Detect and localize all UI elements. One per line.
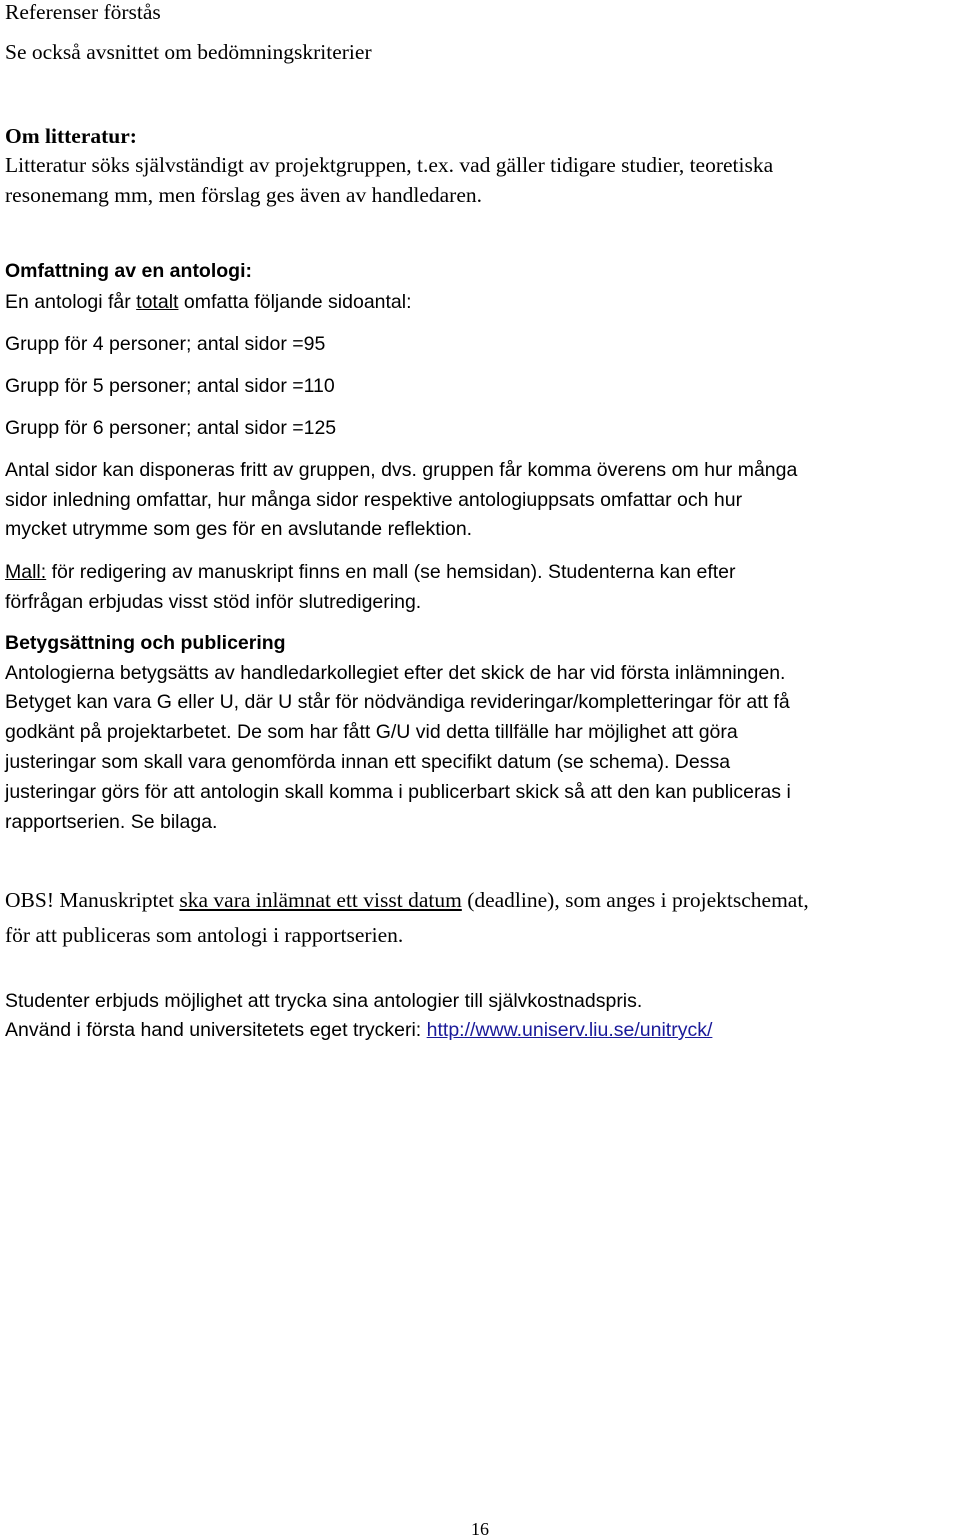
template-line: förfrågan erbjudas visst stöd inför slutredigering. [5, 591, 422, 613]
grading-text-line: Betyget kan vara G eller U, där U står för nödvändiga revideringar/kompletteringar för att få [5, 691, 790, 713]
obs-text: (deadline), som anges i projektschemat, [461, 888, 809, 912]
references-line: Referenser förstås [5, 0, 161, 24]
template-line [5, 561, 736, 584]
obs-line: för att publiceras som antologi i rapportserien. [5, 923, 404, 947]
printing-line [5, 1019, 712, 1042]
scope-intro-text: En antologi får [5, 291, 137, 313]
template-label: Mall: [5, 561, 47, 583]
group-size-6: Grupp för 6 personer; antal sidor =125 [5, 417, 337, 439]
grading-heading: Betygsättning och publicering [5, 632, 286, 654]
references-see-also: Se också avsnittet om bedömningskriterier [5, 40, 372, 64]
literature-text-line: Litteratur söks självständigt av projektgruppen, t.ex. vad gäller tidigare studier, teoretiska [5, 153, 774, 177]
obs-line [5, 888, 809, 913]
unitryck-link[interactable]: http://www.uniserv.liu.se/unitryck/ [426, 1019, 713, 1041]
group-size-4: Grupp för 4 personer; antal sidor =95 [5, 333, 326, 355]
group-size-5: Grupp för 5 personer; antal sidor =110 [5, 375, 335, 397]
template-text: för redigering av manuskript finns en mall (se hemsidan). Studenterna kan efter [46, 561, 736, 583]
grading-text-line: justeringar som skall vara genomförda innan ett specifikt datum (se schema). Dessa [5, 751, 731, 773]
scope-free-text: sidor inledning omfattar, hur många sidor respektive antologiuppsats omfattar och hur [5, 489, 743, 511]
printing-text: Använd i första hand universitetets eget tryckeri: [5, 1019, 427, 1041]
scope-intro-emphasis: totalt [136, 291, 179, 313]
grading-text-line: godkänt på projektarbetet. De som har fått G/U vid detta tillfälle har möjlighet att göra [5, 721, 738, 743]
scope-heading: Omfattning av en antologi: [5, 260, 252, 282]
grading-text-line: Antologierna betygsätts av handledarkollegiet efter det skick de har vid första inlämningen. [5, 662, 786, 684]
obs-deadline-emphasis: ska vara inlämnat ett visst datum [179, 888, 462, 912]
printing-line: Studenter erbjuds möjlighet att trycka sina antologier till självkostnadspris. [5, 990, 643, 1012]
scope-intro [5, 291, 412, 314]
scope-intro-text: omfatta följande sidoantal: [178, 291, 412, 313]
grading-text-line: rapportserien. Se bilaga. [5, 811, 218, 833]
obs-text: OBS! Manuskriptet [5, 888, 180, 912]
literature-heading: Om litteratur: [5, 124, 137, 148]
scope-free-text: mycket utrymme som ges för en avslutande reflektion. [5, 518, 473, 540]
page-number: 16 [471, 1519, 489, 1539]
grading-text-line: justeringar görs för att antologin skall komma i publicerbart skick så att den kan publiceras i [5, 781, 791, 803]
scope-free-text: Antal sidor kan disponeras fritt av gruppen, dvs. gruppen får komma överens om hur många [5, 459, 798, 481]
literature-text-line: resonemang mm, men förslag ges även av handledaren. [5, 183, 483, 207]
